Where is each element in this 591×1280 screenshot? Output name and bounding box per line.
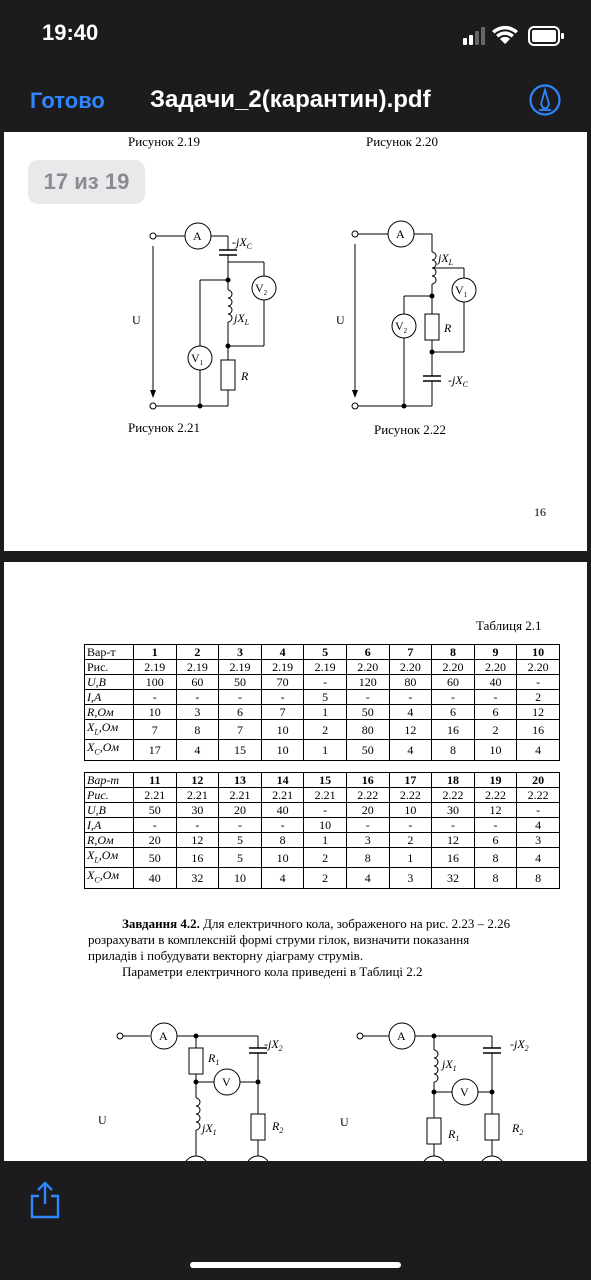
- table-cell: 50: [219, 675, 262, 690]
- table-cell: 8: [432, 645, 475, 660]
- ammeter-label: A: [397, 1029, 406, 1043]
- table-cell: -: [304, 675, 347, 690]
- table-row: [85, 848, 560, 868]
- table-cell: 4: [517, 848, 560, 868]
- resistor-2-label: R: [512, 1121, 520, 1135]
- table-cell: 17: [134, 740, 177, 760]
- table-cell: -: [261, 690, 304, 705]
- table-cell: 5: [304, 645, 347, 660]
- table-cell: 40: [261, 803, 304, 818]
- svg-text:jX1: $jX_1$: [202, 1121, 217, 1137]
- table-cell: 50: [134, 803, 177, 818]
- table-cell: 2.19: [219, 660, 262, 675]
- table-cell: 32: [176, 868, 219, 888]
- parameters-table-1: [84, 644, 560, 761]
- table-cell: -: [389, 818, 432, 833]
- voltage-label: U: [132, 313, 141, 327]
- row-header-cell: $X_C,Ом$: [85, 868, 134, 888]
- task-line-4: Параметри електричного кола приведені в Таблиці 2.2: [122, 964, 423, 979]
- table-cell: 10: [261, 720, 304, 740]
- figure-caption-2-19: Рисунок 2.19: [128, 134, 201, 149]
- markup-pen-icon[interactable]: [529, 84, 561, 116]
- table-cell: 8: [176, 720, 219, 740]
- table-cell: 4: [261, 868, 304, 888]
- table-cell: 2.20: [346, 660, 389, 675]
- table-cell: 7: [389, 645, 432, 660]
- battery-icon: [529, 27, 564, 45]
- table-cell: 12: [517, 705, 560, 720]
- task-line-2: розрахувати в комплексній формі струми гілок, визначити показання: [88, 932, 470, 947]
- svg-text:V1: $V_1$: [455, 283, 468, 299]
- table-cell: 20: [346, 803, 389, 818]
- table-cell: 3: [389, 868, 432, 888]
- table-cell: 80: [346, 720, 389, 740]
- table-cell: 16: [176, 848, 219, 868]
- table-cell: -: [389, 690, 432, 705]
- table-cell: 1: [304, 740, 347, 760]
- row-header-cell: $X_C,Ом$: [85, 740, 134, 760]
- table-cell: 30: [432, 803, 475, 818]
- table-cell: 15: [219, 740, 262, 760]
- voltage-label: U: [336, 313, 345, 327]
- row-header-cell: $X_L,Ом$: [85, 848, 134, 868]
- voltage-label: U: [98, 1113, 107, 1127]
- svg-text:R1: $R_1$: [448, 1127, 460, 1143]
- table-cell: 2.20: [389, 660, 432, 675]
- table-cell: 40: [134, 868, 177, 888]
- table-cell: 120: [346, 675, 389, 690]
- table-cell: 16: [517, 720, 560, 740]
- table-cell: 3: [346, 833, 389, 848]
- table-cell: 8: [261, 833, 304, 848]
- table-cell: 10: [517, 645, 560, 660]
- table-cell: 2.22: [346, 788, 389, 803]
- table-cell: 2.19: [261, 660, 304, 675]
- table-cell: -: [261, 818, 304, 833]
- table-cell: -: [517, 803, 560, 818]
- svg-text:-jXC: $-jX_C$: [232, 235, 253, 251]
- table-row: [85, 720, 560, 740]
- table-cell: 6: [219, 705, 262, 720]
- table-cell: -: [219, 818, 262, 833]
- svg-text:-jXC: $-jX_C$: [448, 373, 469, 389]
- table-cell: 6: [432, 705, 475, 720]
- voltmeter-1-label: V: [455, 283, 464, 297]
- table-cell: 10: [219, 868, 262, 888]
- table-cell: 70: [261, 675, 304, 690]
- row-header-cell: R,Ом: [85, 705, 134, 720]
- pdf-page-17: [4, 562, 587, 1161]
- table-cell: 4: [389, 740, 432, 760]
- table-cell: 50: [346, 740, 389, 760]
- figure-caption-2-22: Рисунок 2.22: [374, 422, 447, 437]
- table-cell: 12: [474, 803, 517, 818]
- task-line-3: приладів і побудувати векторну діаграму струмів.: [88, 948, 364, 963]
- row-header-cell: R,Ом: [85, 833, 134, 848]
- voltmeter-1-label: V: [191, 351, 200, 365]
- table-cell: 32: [432, 868, 475, 888]
- table-cell: -: [346, 818, 389, 833]
- table-cell: 2: [304, 868, 347, 888]
- table-cell: 2.22: [474, 788, 517, 803]
- row-header-cell: Вар-т: [85, 645, 134, 660]
- table-cell: -: [176, 818, 219, 833]
- table-cell: 9: [474, 645, 517, 660]
- table-cell: 2.21: [261, 788, 304, 803]
- table-cell: 12: [389, 720, 432, 740]
- circuit-diagram-2-23: [92, 1018, 292, 1161]
- row-header-cell: U,В: [85, 675, 134, 690]
- table-cell: 3: [219, 645, 262, 660]
- table-row: [85, 690, 560, 705]
- table-cell: 2.20: [432, 660, 475, 675]
- table-row: [85, 660, 560, 675]
- table-cell: -: [432, 690, 475, 705]
- table-cell: 20: [517, 773, 560, 788]
- table-cell: 6: [474, 705, 517, 720]
- resistor-2-label: R: [272, 1119, 280, 1133]
- table-cell: 2: [474, 720, 517, 740]
- table-cell: 16: [346, 773, 389, 788]
- table-cell: 20: [219, 803, 262, 818]
- table-cell: 50: [346, 705, 389, 720]
- table-cell: 10: [389, 803, 432, 818]
- table-cell: 2: [304, 848, 347, 868]
- row-header-cell: U,В: [85, 803, 134, 818]
- table-cell: -: [346, 690, 389, 705]
- table-cell: 5: [304, 690, 347, 705]
- svg-text:jXL: $jX_L$: [438, 251, 454, 267]
- table-cell: 4: [176, 740, 219, 760]
- table-cell: 17: [389, 773, 432, 788]
- table-cell: -: [219, 690, 262, 705]
- table-cell: 10: [261, 740, 304, 760]
- resistor-1-label: R: [208, 1051, 216, 1065]
- table-cell: 2.21: [134, 788, 177, 803]
- table-cell: 10: [304, 818, 347, 833]
- voltmeter-2-label: V: [255, 281, 264, 295]
- home-indicator: [190, 1262, 401, 1268]
- parameters-table-2: [84, 772, 560, 889]
- table-cell: 60: [176, 675, 219, 690]
- capacitor-label: -jX: [510, 1037, 525, 1051]
- table-cell: 100: [134, 675, 177, 690]
- row-header-cell: I,А: [85, 690, 134, 705]
- table-cell: -: [176, 690, 219, 705]
- svg-text:V1: $V_1$: [191, 351, 204, 367]
- inductor-label: jX: [438, 251, 449, 265]
- circuit-diagram-2-22: [326, 216, 486, 416]
- svg-text:-jX2: $-jX_2$: [510, 1037, 529, 1053]
- voltmeter-2-label: V: [395, 319, 404, 333]
- table-cell: 11: [134, 773, 177, 788]
- row-header-cell: Вар-т: [85, 773, 134, 788]
- table-cell: 3: [517, 833, 560, 848]
- table-cell: -: [304, 803, 347, 818]
- table-cell: 8: [346, 848, 389, 868]
- ammeter-label: A: [193, 229, 202, 243]
- task-heading: Завдання 4.2.: [122, 916, 200, 931]
- table-cell: -: [474, 690, 517, 705]
- row-header-cell: I,А: [85, 818, 134, 833]
- share-icon[interactable]: [28, 1180, 62, 1220]
- table-cell: 4: [389, 705, 432, 720]
- table-cell: 1: [134, 645, 177, 660]
- table-cell: 4: [517, 818, 560, 833]
- status-bar: [0, 0, 591, 70]
- table-cell: 15: [304, 773, 347, 788]
- table-cell: 2.20: [517, 660, 560, 675]
- table-cell: 2.22: [389, 788, 432, 803]
- table-row: [85, 788, 560, 803]
- table-cell: 1: [304, 705, 347, 720]
- document-title: Задачи_2(карантин).pdf: [150, 86, 431, 113]
- table-cell: 30: [176, 803, 219, 818]
- svg-text:V2: $V_2$: [255, 281, 268, 297]
- circuit-diagram-2-21: [124, 216, 284, 416]
- table-row: [85, 705, 560, 720]
- inductor-label: jX: [234, 311, 245, 325]
- table-cell: 18: [432, 773, 475, 788]
- voltage-label: U: [340, 1115, 349, 1129]
- row-header-cell: $X_L,Ом$: [85, 720, 134, 740]
- table-cell: 60: [432, 675, 475, 690]
- table-cell: 7: [134, 720, 177, 740]
- table-cell: 10: [474, 740, 517, 760]
- page-indicator: 17 из 19: [28, 160, 145, 204]
- row-header-cell: Рис.: [85, 788, 134, 803]
- table-cell: 3: [176, 705, 219, 720]
- page-number: 16: [534, 505, 546, 519]
- resistor-1-label: R: [448, 1127, 456, 1141]
- cellular-signal-icon: [463, 27, 485, 45]
- svg-text:R2: $R_2$: [272, 1119, 284, 1135]
- figure-caption-2-21: Рисунок 2.21: [128, 420, 201, 435]
- table-cell: 2.21: [304, 788, 347, 803]
- table-cell: 19: [474, 773, 517, 788]
- task-first-line: [122, 916, 510, 932]
- table-cell: 4: [261, 645, 304, 660]
- table-cell: 8: [474, 868, 517, 888]
- table-cell: 13: [219, 773, 262, 788]
- table-row: [85, 833, 560, 848]
- table-cell: 12: [176, 773, 219, 788]
- resistor-label: R: [444, 321, 452, 335]
- table-row: [85, 803, 560, 818]
- table-cell: -: [517, 675, 560, 690]
- table-cell: 12: [176, 833, 219, 848]
- table-cell: 2: [517, 690, 560, 705]
- capacitor-label: -jX: [264, 1037, 279, 1051]
- table-cell: 14: [261, 773, 304, 788]
- table-cell: 1: [389, 848, 432, 868]
- table-header-row: [85, 645, 560, 660]
- circuit-diagram-2-24: [334, 1018, 564, 1161]
- table-cell: 16: [432, 848, 475, 868]
- table-label: Таблиця 2.1: [476, 618, 542, 633]
- svg-text:R1: $R_1$: [208, 1051, 220, 1067]
- svg-text:R2: $R_2$: [512, 1121, 524, 1137]
- svg-text:jX1: $jX_1$: [442, 1057, 457, 1073]
- table-cell: 8: [432, 740, 475, 760]
- table-cell: 2: [176, 645, 219, 660]
- table-cell: -: [134, 818, 177, 833]
- table-cell: 2.21: [176, 788, 219, 803]
- table-cell: 8: [517, 868, 560, 888]
- table-row: [85, 675, 560, 690]
- svg-text:V2: $V_2$: [395, 319, 408, 335]
- table-cell: 7: [261, 705, 304, 720]
- table-row: [85, 818, 560, 833]
- done-button[interactable]: Готово: [30, 88, 105, 113]
- table-cell: 2.22: [432, 788, 475, 803]
- table-row: [85, 868, 560, 888]
- figure-caption-2-20: Рисунок 2.20: [366, 134, 439, 149]
- table-cell: -: [474, 818, 517, 833]
- table-cell: 4: [517, 740, 560, 760]
- table-cell: 8: [474, 848, 517, 868]
- table-cell: 50: [134, 848, 177, 868]
- table-cell: 2.19: [176, 660, 219, 675]
- resistor-label: R: [241, 369, 249, 383]
- table-cell: -: [432, 818, 475, 833]
- svg-text:jXL: $jX_L$: [234, 311, 250, 327]
- wifi-icon: [492, 26, 518, 44]
- status-icons: [459, 24, 569, 48]
- inductor-label: jX: [442, 1057, 453, 1071]
- table-cell: 40: [474, 675, 517, 690]
- voltmeter-label: V: [460, 1085, 469, 1099]
- table-header-row: [85, 773, 560, 788]
- table-cell: 5: [219, 848, 262, 868]
- table-cell: -: [134, 690, 177, 705]
- ammeter-label: A: [396, 227, 405, 241]
- row-header-cell: Рис.: [85, 660, 134, 675]
- voltmeter-label: V: [222, 1075, 231, 1089]
- table-cell: 10: [261, 848, 304, 868]
- table-cell: 7: [219, 720, 262, 740]
- table-cell: 20: [134, 833, 177, 848]
- table-cell: 80: [389, 675, 432, 690]
- table-cell: 2.20: [474, 660, 517, 675]
- table-cell: 2.21: [219, 788, 262, 803]
- task-line-1: Для електричного кола, зображеного на рис. 2.23 – 2.26: [199, 916, 511, 931]
- table-cell: 16: [432, 720, 475, 740]
- table-cell: 6: [346, 645, 389, 660]
- table-cell: 6: [474, 833, 517, 848]
- table-cell: 4: [346, 868, 389, 888]
- table-cell: 1: [304, 833, 347, 848]
- inductor-label: jX: [202, 1121, 213, 1135]
- capacitor-label: -jX: [448, 373, 463, 387]
- table-cell: 2.19: [304, 660, 347, 675]
- table-cell: 2.19: [134, 660, 177, 675]
- ammeter-label: A: [159, 1029, 168, 1043]
- table-row: [85, 740, 560, 760]
- table-cell: 2: [304, 720, 347, 740]
- table-cell: 2: [389, 833, 432, 848]
- table-cell: 5: [219, 833, 262, 848]
- table-cell: 10: [134, 705, 177, 720]
- table-cell: 2.22: [517, 788, 560, 803]
- status-time: 19:40: [42, 20, 99, 45]
- table-cell: 12: [432, 833, 475, 848]
- svg-text:-jX2: $-jX_2$: [264, 1037, 283, 1053]
- capacitor-label: -jX: [232, 235, 247, 249]
